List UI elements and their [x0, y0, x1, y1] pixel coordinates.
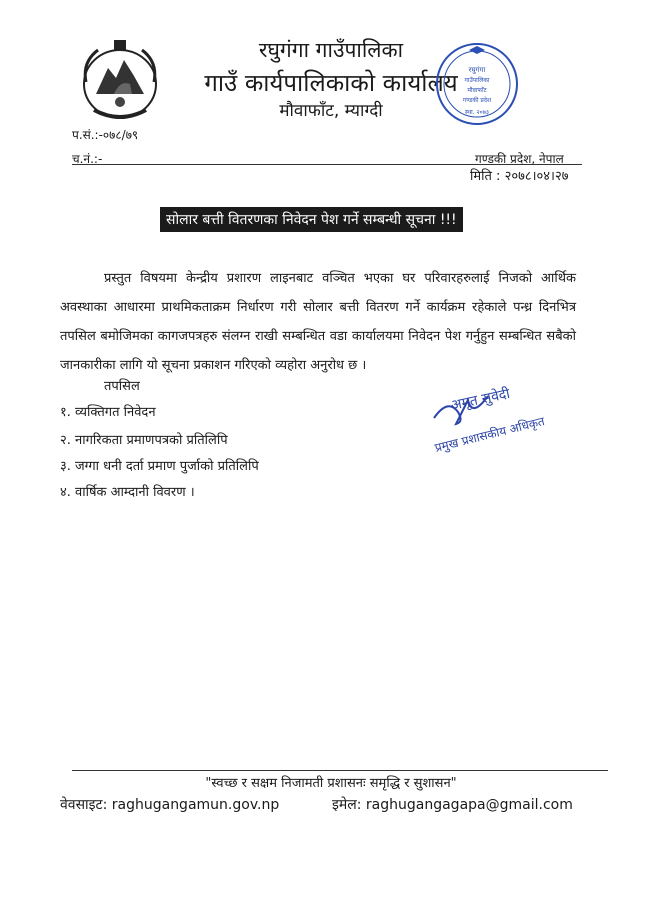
org-name: रघुगंगा गाउँपालिका: [258, 38, 404, 62]
office-name: गाउँ कार्यपालिकाको कार्यालय: [204, 69, 458, 97]
list-item: ४. वार्षिक आम्दानी विवरण ।: [60, 485, 195, 500]
svg-text:गण्डकी प्रदेश: गण्डकी प्रदेश: [462, 97, 492, 104]
office-stamp-icon: [435, 42, 520, 127]
email-link[interactable]: इमेल: raghugangagapa@gmail.com: [332, 797, 573, 813]
list-item: १. व्यक्तिगत निवेदन: [60, 405, 156, 420]
notice-body: प्रस्तुत विषयमा केन्द्रीय प्रशारण लाइनबाट वञ्चित भएका घर परिवारहरुलाई निजको आर्थिक अवस्थाका आधारमा प्राथमिकताक्रम निर्धारण गरी सोलार बत्ती वितरण गर्ने कार्यक्रम रहेकाले पन्ध्र दिनभित्र तपसिल बमोजिमका कागजपत्रहरु संलग्न राखी सम्बन्धित वडा कार्यालयमा निवेदन पेश गर्नुहुन सम्बन्धित सबैको जानकारीका लागि यो सूचना प्रकाशन गरिएको व्यहोरा अनुरोध छ ।: [60, 271, 576, 373]
svg-text:प्रमुख प्रशासकीय अधिकृत: प्रमुख प्रशासकीय अधिकृत: [433, 414, 547, 455]
svg-text:गाउँपालिका: गाउँपालिका: [464, 77, 490, 84]
issue-date: मिति : २०७८।०४।२७: [470, 169, 569, 184]
svg-text:स्था. २०७३: स्था. २०७३: [465, 109, 489, 116]
svg-text:अमृत सुवेदी: अमृत सुवेदी: [449, 385, 512, 414]
signature-icon: [428, 378, 588, 458]
province-label: गण्डकी प्रदेश, नेपाल: [475, 152, 564, 166]
ref-number: प.सं.:-०७८/७९: [72, 128, 139, 142]
website-link[interactable]: वेवसाइट: raghugangamun.gov.np: [60, 797, 280, 813]
footer-motto: "स्वच्छ र सक्षम निजामती प्रशासनः समृद्धि र सुशासन": [205, 776, 457, 791]
list-item: २. नागरिकता प्रमाणपत्रको प्रतिलिपि: [60, 433, 228, 448]
notice-title: सोलार बत्ती वितरणका निवेदन पेश गर्ने सम्बन्धी सूचना !!!: [160, 207, 463, 232]
list-heading: तपसिल: [104, 379, 140, 394]
footer-divider: [72, 770, 608, 771]
list-item: ३. जग्गा धनी दर्ता प्रमाण पुर्जाको प्रतिलिपि: [60, 459, 259, 474]
header-divider: [72, 164, 582, 165]
svg-text:रघुगंगा: रघुगंगा: [468, 66, 486, 74]
office-address: मौवाफाँट, म्याग्दी: [279, 101, 383, 121]
dispatch-number: च.नं.:-: [72, 152, 103, 166]
svg-text:मौवाफाँट: मौवाफाँट: [467, 87, 487, 94]
